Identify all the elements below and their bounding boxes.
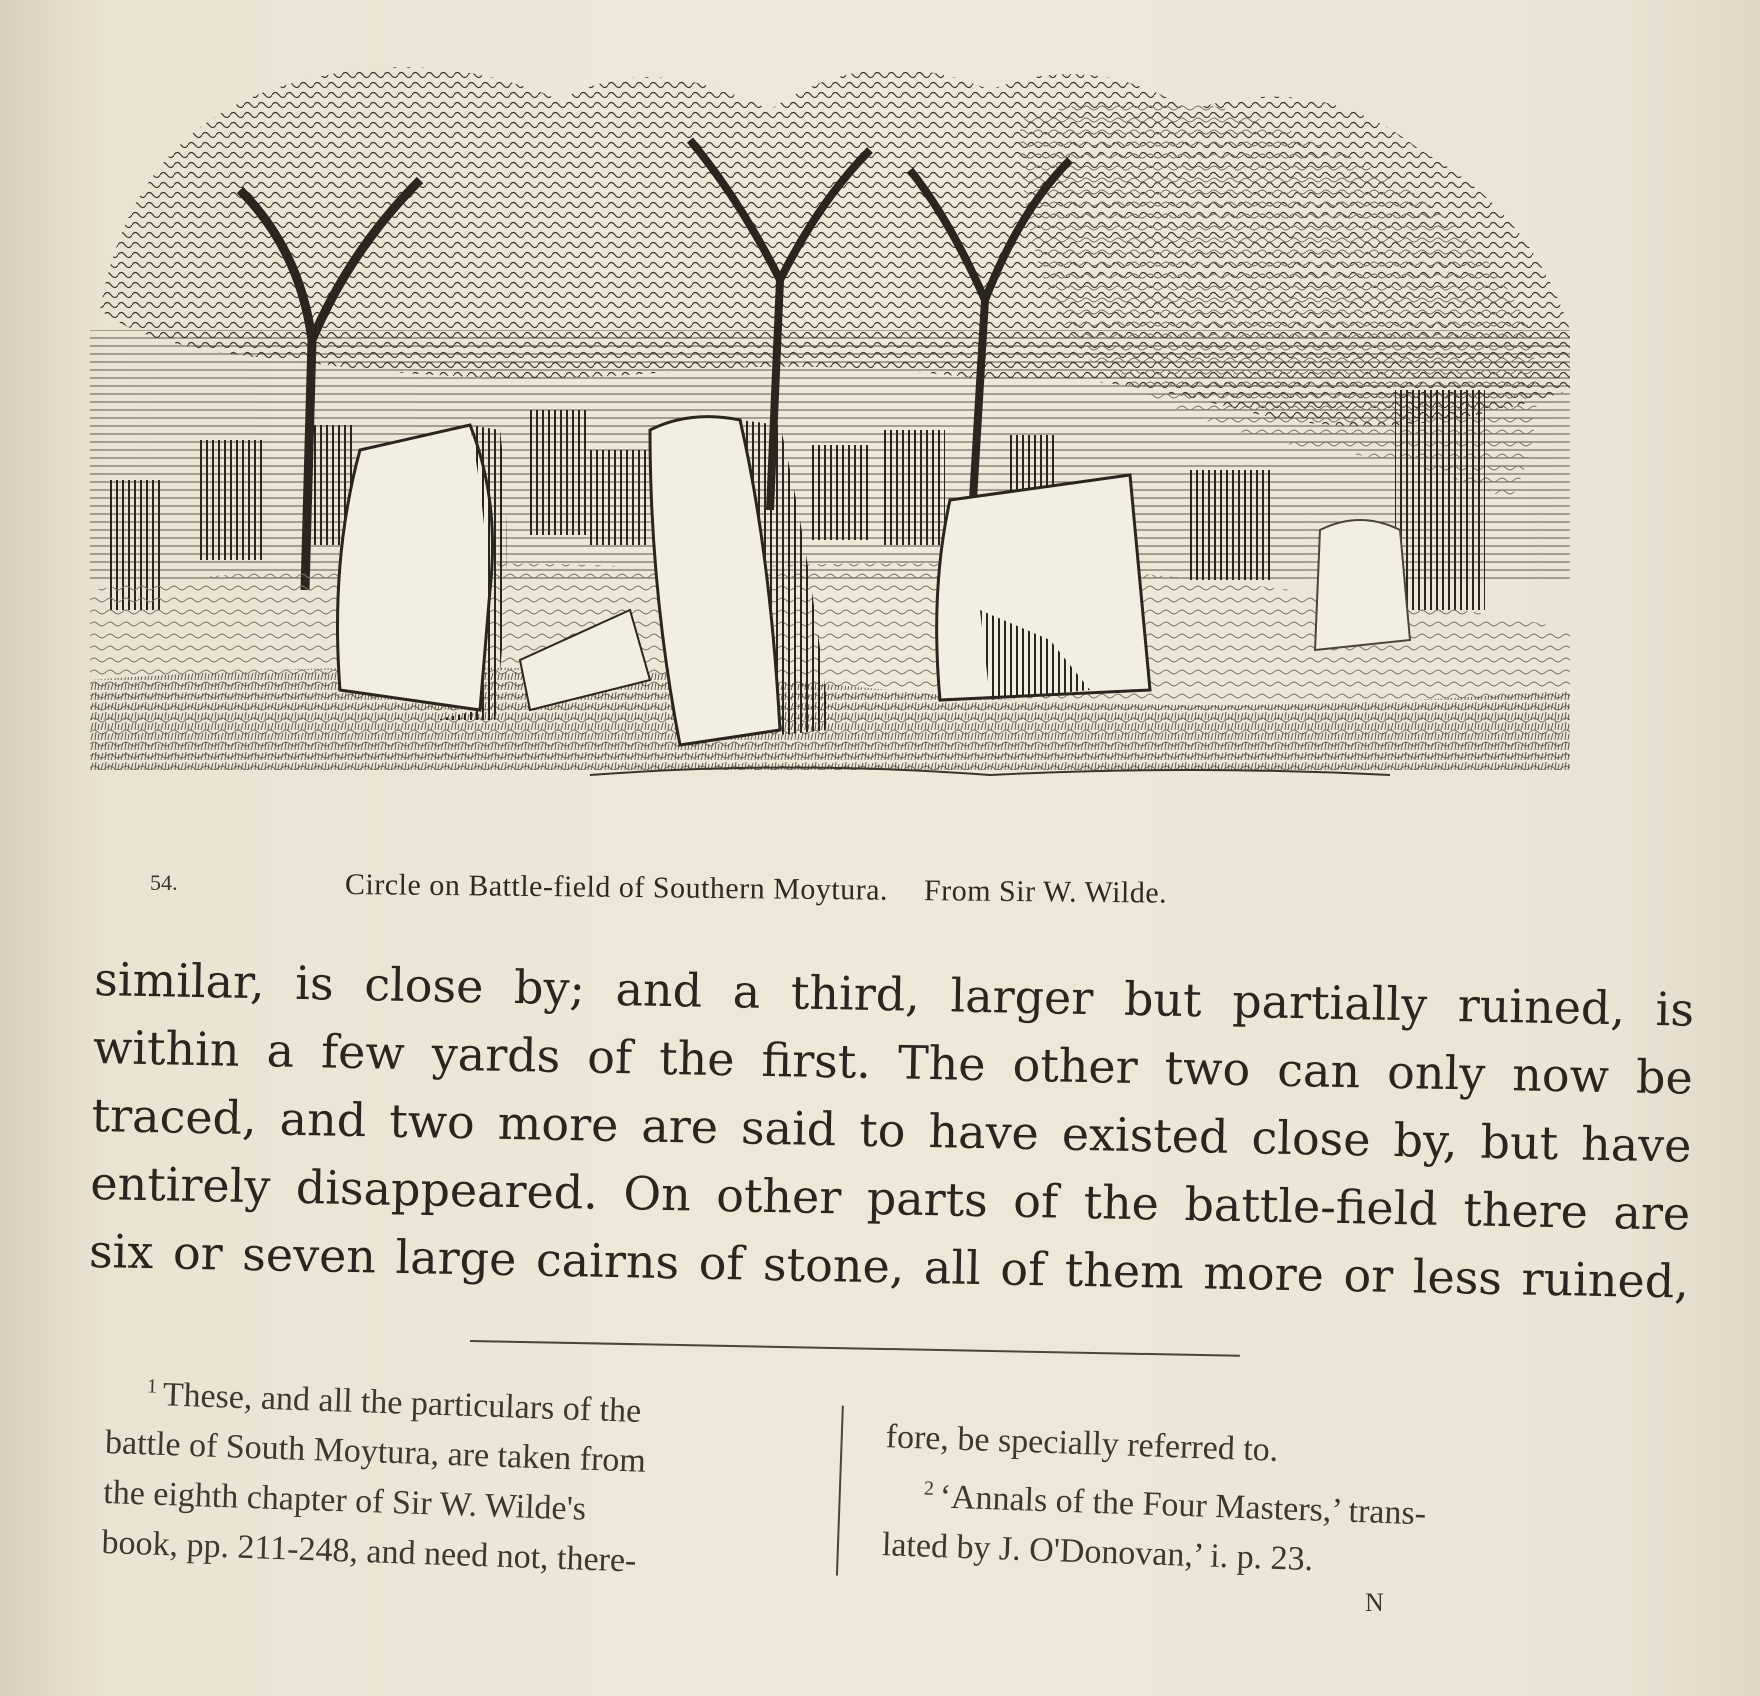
footnote-marker: 2 <box>923 1477 935 1500</box>
body-line: similar, is close by; and a third, larger but partially ruined, is <box>93 951 1695 1037</box>
footnote-1-line: battle of South Moytura, are taken from <box>104 1424 647 1481</box>
caption-credit: From Sir W. Wilde. <box>923 874 1168 910</box>
footnote-column-divider <box>836 1406 844 1576</box>
footnote-2-line: lated by J. O'Donovan,’ i. p. 23. <box>881 1526 1314 1579</box>
footnote-1-line: the eighth chapter of Sir W. Wilde's <box>102 1474 587 1529</box>
footnote-column-left <box>101 1360 813 1593</box>
body-line: within a few yards of the first. The other two can only now be <box>92 1019 1694 1105</box>
body-line: traced, and two more are said to have existed close by, but have <box>91 1087 1692 1173</box>
footnote-1-line: $^1$ These, and all the particulars of the <box>146 1375 642 1430</box>
engraving-illustration <box>90 30 1740 860</box>
caption-title: Circle on Battle-field of Southern Moytura. <box>344 868 889 907</box>
body-line: entirely disappeared. On other parts of the battle-field there are <box>89 1155 1691 1241</box>
footnote-1-line: book, pp. 211-248, and need not, there- <box>100 1524 638 1580</box>
footnote-1-continuation: fore, be specially referred to. <box>885 1418 1279 1469</box>
figure-number: 54. <box>150 870 178 895</box>
signature-mark: N <box>1365 1588 1384 1617</box>
footnote-rule <box>470 1340 1240 1357</box>
figure-caption <box>345 868 1167 911</box>
footnote-2-line: $^2$ ‘Annals of the Four Masters,’ trans- <box>923 1477 1427 1533</box>
body-paragraph <box>88 945 1694 1316</box>
footnote-marker: 1 <box>146 1375 158 1398</box>
footnotes <box>101 1360 1627 1613</box>
body-line: six or seven large cairns of stone, all of them more or less ruined, <box>88 1223 1690 1309</box>
footnote-column-right <box>881 1412 1606 1595</box>
